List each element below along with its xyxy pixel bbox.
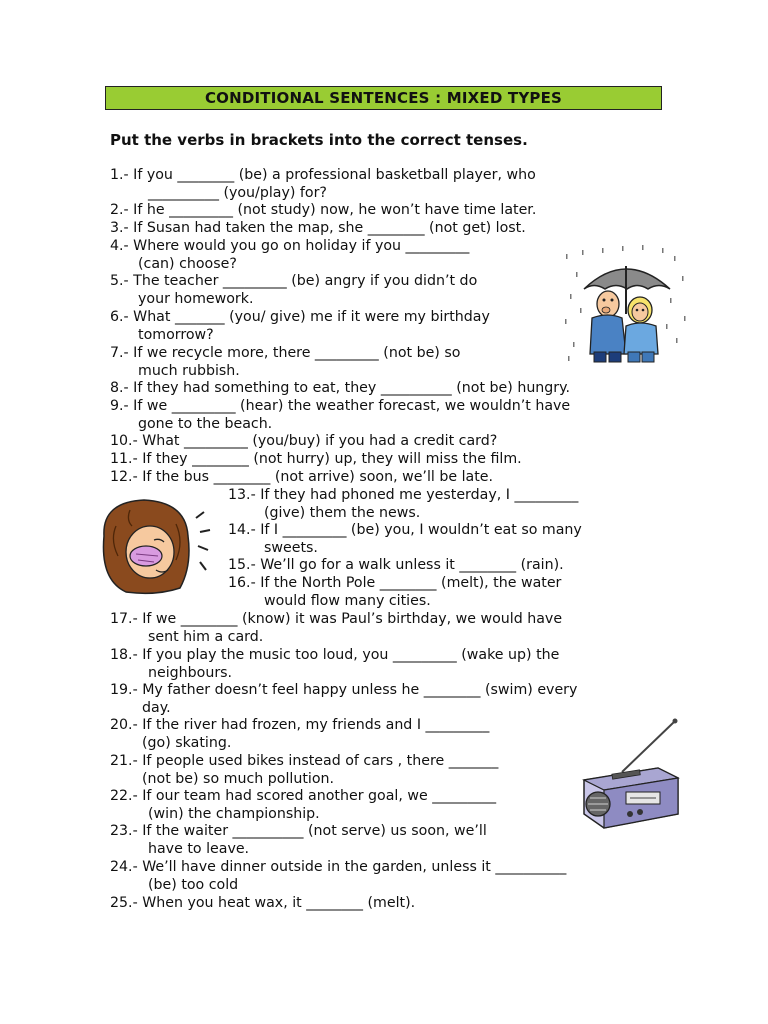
exercise-line: 17.- If we ________ (know) it was Paul’s birthday, we would have — [110, 611, 563, 627]
exercise-line: 18.- If you play the music too loud, you _________ (wake up) the — [110, 647, 560, 663]
exercise-item — [110, 895, 415, 913]
headache-woman-illustration — [96, 496, 216, 598]
exercise-item — [110, 859, 566, 895]
exercise-continuation: (not be) so much pollution. — [142, 770, 335, 787]
exercise-item — [110, 647, 559, 683]
exercise-line: 6.- What _______ (you/ give) me if it were my birthday — [110, 309, 490, 325]
exercise-line: 12.- If the bus ________ (not arrive) soon, we’ll be late. — [110, 469, 494, 485]
exercise-continuation: (win) the championship. — [148, 805, 320, 822]
exercise-item — [110, 202, 536, 220]
exercise-item — [228, 487, 578, 523]
exercise-item — [110, 451, 522, 469]
exercise-line: 5.- The teacher _________ (be) angry if you didn’t do — [110, 273, 478, 289]
exercise-line: 19.- My father doesn’t feel happy unless he ________ (swim) every — [110, 682, 578, 698]
exercise-continuation: sent him a card. — [148, 628, 264, 645]
exercise-continuation: tomorrow? — [138, 326, 214, 343]
exercise-continuation: (can) choose? — [138, 255, 237, 272]
exercise-line: 2.- If he _________ (not study) now, he won’t have time later. — [110, 202, 537, 218]
exercise-item — [110, 309, 490, 345]
exercise-line: 11.- If they ________ (not hurry) up, they will miss the film. — [110, 451, 522, 467]
exercise-continuation: (give) them the news. — [264, 504, 421, 521]
exercise-item — [110, 469, 493, 487]
exercise-item — [110, 238, 469, 274]
exercise-item — [228, 522, 582, 558]
exercise-continuation: much rubbish. — [138, 362, 240, 379]
worksheet-title: CONDITIONAL SENTENCES : MIXED TYPES — [105, 86, 662, 110]
exercise-line: 22.- If our team had scored another goal, we _________ — [110, 788, 497, 804]
exercise-line: 4.- Where would you go on holiday if you _________ — [110, 238, 470, 254]
exercise-line: 23.- If the waiter __________ (not serve) us soon, we’ll — [110, 823, 487, 839]
exercise-line: 20.- If the river had frozen, my friends and I _________ — [110, 717, 490, 733]
exercise-continuation: (be) too cold — [148, 876, 239, 893]
exercise-item — [110, 220, 526, 238]
exercise-line: 14.- If I _________ (be) you, I wouldn’t eat so many — [228, 522, 582, 538]
exercise-item — [110, 398, 570, 434]
exercise-item — [110, 682, 577, 718]
radio-illustration — [578, 718, 684, 832]
exercise-continuation: gone to the beach. — [138, 415, 273, 432]
exercise-continuation: neighbours. — [148, 664, 233, 681]
exercise-line: 25.- When you heat wax, it ________ (melt). — [110, 895, 416, 911]
exercise-line: 7.- If we recycle more, there _________ (not be) so — [110, 345, 461, 361]
exercise-item — [228, 575, 561, 611]
exercise-continuation: would flow many cities. — [264, 592, 431, 609]
exercise-continuation: __________ (you/play) for? — [148, 184, 327, 201]
exercise-item — [110, 753, 498, 789]
exercise-line: 13.- If they had phoned me yesterday, I _________ — [228, 487, 579, 503]
exercise-line: 16.- If the North Pole ________ (melt), the water — [228, 575, 562, 591]
exercise-item — [228, 557, 564, 575]
exercise-item — [110, 380, 570, 398]
exercise-continuation: your homework. — [138, 290, 254, 307]
exercise-continuation: (go) skating. — [142, 734, 232, 751]
exercise-line: 3.- If Susan had taken the map, she ________ (not get) lost. — [110, 220, 526, 236]
exercise-line: 1.- If you ________ (be) a professional basketball player, who — [110, 167, 536, 183]
exercise-item — [110, 273, 477, 309]
exercise-line: 21.- If people used bikes instead of cars , there _______ — [110, 753, 499, 769]
instruction-text: Put the verbs in brackets into the correct tenses. — [110, 131, 528, 149]
exercise-item — [110, 823, 487, 859]
exercise-line: 9.- If we _________ (hear) the weather forecast, we wouldn’t have — [110, 398, 571, 414]
exercise-line: 24.- We’ll have dinner outside in the garden, unless it __________ — [110, 859, 567, 875]
exercise-item — [110, 611, 562, 647]
exercise-line: 10.- What _________ (you/buy) if you had a credit card? — [110, 433, 498, 449]
exercise-item — [110, 717, 489, 753]
exercise-continuation: day. — [142, 699, 171, 716]
exercise-line: 15.- We’ll go for a walk unless it ________ (rain). — [228, 557, 564, 573]
exercise-continuation: sweets. — [264, 539, 318, 556]
couple-umbrella-illustration — [562, 244, 690, 366]
exercise-item — [110, 167, 536, 203]
exercise-continuation: have to leave. — [148, 840, 250, 857]
exercise-item — [110, 433, 497, 451]
exercise-item — [110, 788, 496, 824]
exercise-line: 8.- If they had something to eat, they __________ (not be) hungry. — [110, 380, 571, 396]
exercise-item — [110, 345, 460, 381]
